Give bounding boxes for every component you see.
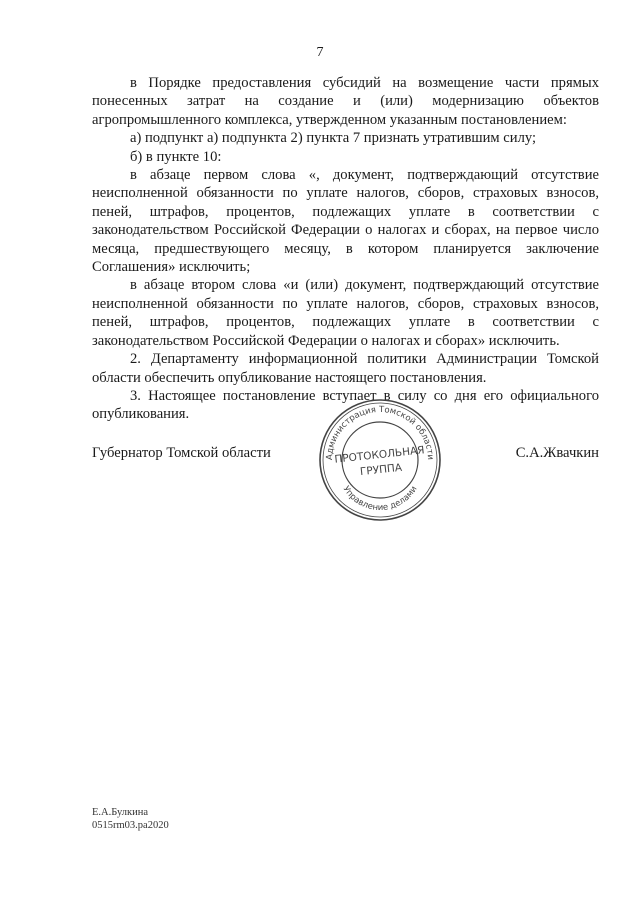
paragraph: б) в пункте 10: (130, 148, 222, 165)
stamp-center-line2: ГРУППА (359, 461, 403, 479)
paragraph: а) подпункт а) подпункта 2) пункта 7 признать утратившим силу; (130, 130, 537, 147)
paragraph: 3. Настоящее постановление вступает в силу со дня его официального опубликования. (92, 387, 599, 423)
signatory-name: С.А.Жвачкин (515, 445, 599, 461)
paragraph: 2. Департаменту информационной политики Администрации Томской области обеспечить опубликование настоящего постановления. (92, 351, 599, 386)
signatory-title: Губернатор Томской области (92, 445, 271, 461)
paragraph: в абзаце втором слова «и (или) документ, подтверждающий отсутствие неисполненной обязанности по уплате налогов, сборов, страховых взносов, пеней, штрафов, процентов, подлежащих уплате в соответствии с законодательством Российской Федерации о налогах и сборах» исключить. (92, 277, 599, 349)
footer-doc-code: 0515rm03.pa2020 (92, 820, 169, 831)
footer-author: Е.А.Булкина (92, 807, 149, 818)
paragraph: в Порядке предоставления субсидий на возмещение части прямых понесенных затрат на создание и (или) модернизацию объектов агропромышленного комплекса, утвержденном указанным постановлением: (92, 75, 599, 128)
stamp-outer-text-top: Администрация Томской области (324, 404, 436, 461)
official-stamp (316, 396, 444, 524)
stamp-center-line1: ПРОТОКОЛЬНАЯ (333, 444, 426, 466)
footer (92, 806, 169, 832)
page-number: 7 (316, 45, 324, 60)
stamp-icon (316, 396, 444, 524)
document-body (92, 74, 599, 424)
paragraph: в абзаце первом слова «, документ, подтверждающий отсутствие неисполненной обязанности по уплате налогов, сборов, страховых взносов, пеней, штрафов, процентов, подлежащих уплате в соответствии с законодательством Российской Федерации о налогах и сборах, на первое число месяца, предшествующего месяцу, в котором планируется заключение Соглашения» исключить; (92, 167, 599, 276)
stamp-outer-text-bottom: Управление делами (340, 484, 420, 514)
